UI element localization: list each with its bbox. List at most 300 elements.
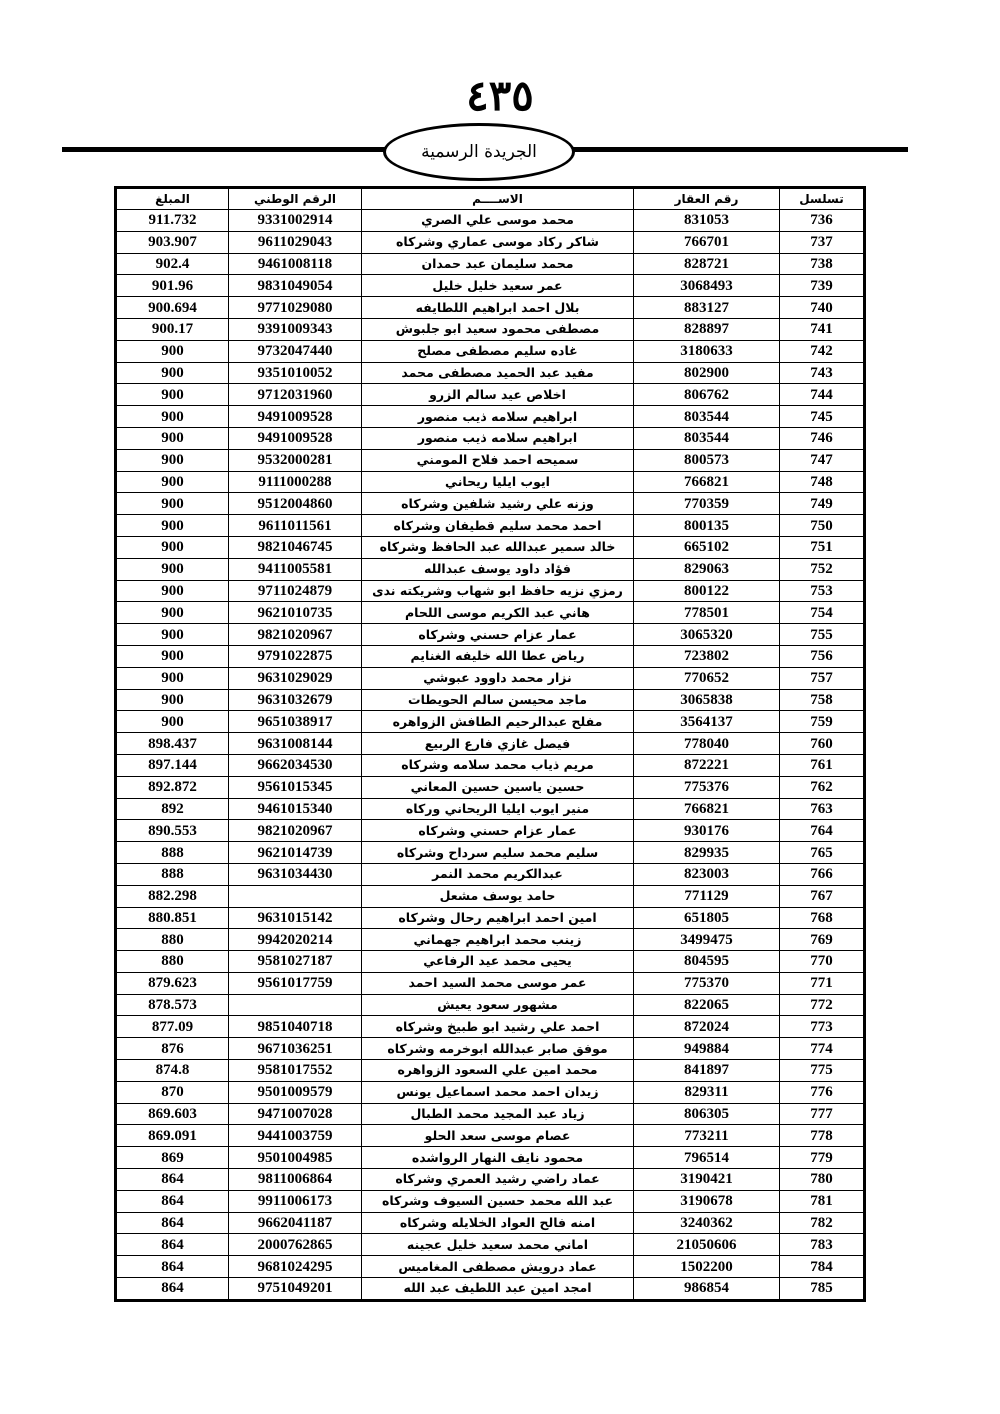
cell-amount: 900 [117, 427, 229, 449]
cell-name: هاني عبد الكريم موسى اللحام [362, 602, 634, 624]
cell-plot-number: 770652 [634, 667, 780, 689]
cell-plot-number: 872221 [634, 754, 780, 776]
table-row [117, 275, 864, 297]
cell-amount: 864 [117, 1278, 229, 1300]
cell-national-id: 9751049201 [229, 1278, 362, 1300]
cell-plot-number: 3564137 [634, 711, 780, 733]
table-row [117, 1081, 864, 1103]
cell-serial: 748 [780, 471, 864, 493]
cell-name: سليم محمد سليم سرداح وشركاه [362, 842, 634, 864]
table-row [117, 645, 864, 667]
column-header-plot-number: رقم العقار [634, 189, 780, 210]
cell-serial: 739 [780, 275, 864, 297]
cell-national-id: 9561017759 [229, 972, 362, 994]
cell-serial: 744 [780, 384, 864, 406]
table-row [117, 907, 864, 929]
cell-serial: 757 [780, 667, 864, 689]
cell-name: فؤاد داود يوسف عبدالله [362, 558, 634, 580]
cell-serial: 746 [780, 427, 864, 449]
cell-national-id: 9611029043 [229, 231, 362, 253]
table-row [117, 929, 864, 951]
publication-title: الجريدة الرسمية [421, 142, 537, 162]
cell-serial: 741 [780, 318, 864, 340]
table-row [117, 427, 864, 449]
cell-name: عصام موسى سعد الحلو [362, 1125, 634, 1147]
cell-national-id: 9771029080 [229, 297, 362, 319]
cell-amount: 898.437 [117, 733, 229, 755]
cell-plot-number: 766701 [634, 231, 780, 253]
cell-national-id: 9631008144 [229, 733, 362, 755]
cell-amount: 882.298 [117, 885, 229, 907]
cell-serial: 767 [780, 885, 864, 907]
cell-name: احمد محمد سليم قطيفان وشركاه [362, 515, 634, 537]
cell-name: منير ايوب ايليا الريحاني وركاه [362, 798, 634, 820]
cell-name: مفلح عبدالرحيم الطافش الزواهره [362, 711, 634, 733]
cell-serial: 750 [780, 515, 864, 537]
cell-serial: 773 [780, 1016, 864, 1038]
table-row [117, 253, 864, 275]
cell-national-id: 9441003759 [229, 1125, 362, 1147]
cell-amount: 878.573 [117, 994, 229, 1016]
cell-national-id: 9821046745 [229, 536, 362, 558]
cell-name: محمود نايف النهار الرواشده [362, 1147, 634, 1169]
cell-plot-number: 806762 [634, 384, 780, 406]
cell-serial: 760 [780, 733, 864, 755]
cell-name: فيصل غازي فارع الربيع [362, 733, 634, 755]
cell-national-id: 2000762865 [229, 1234, 362, 1256]
cell-name: محمد سليمان عبد حمدان [362, 253, 634, 275]
cell-national-id: 9111000288 [229, 471, 362, 493]
cell-national-id: 9791022875 [229, 645, 362, 667]
cell-name: اماني محمد سعيد خليل عجينه [362, 1234, 634, 1256]
cell-serial: 772 [780, 994, 864, 1016]
cell-amount: 900.694 [117, 297, 229, 319]
cell-name: رمزي نزيه حافظ ابو شهاب وشريكته ندى [362, 580, 634, 602]
cell-serial: 761 [780, 754, 864, 776]
cell-serial: 742 [780, 340, 864, 362]
masthead-oval [383, 123, 575, 181]
cell-amount: 900 [117, 362, 229, 384]
cell-serial: 775 [780, 1060, 864, 1082]
column-header-national-id: الرقم الوطني [229, 189, 362, 210]
cell-name: سميحه احمد فلاح المومني [362, 449, 634, 471]
cell-national-id: 9851040718 [229, 1016, 362, 1038]
cell-name: ماجد محيسن سالم الحويطات [362, 689, 634, 711]
cell-national-id: 9732047440 [229, 340, 362, 362]
cell-name: مفيد عبد الحميد مصطفى محمد [362, 362, 634, 384]
cell-plot-number: 803544 [634, 427, 780, 449]
table-row [117, 449, 864, 471]
cell-plot-number: 800122 [634, 580, 780, 602]
cell-amount: 864 [117, 1212, 229, 1234]
cell-plot-number: 771129 [634, 885, 780, 907]
cell-amount: 900 [117, 340, 229, 362]
cell-name: امنه فالح العواد الخلايله وشركاه [362, 1212, 634, 1234]
cell-serial: 765 [780, 842, 864, 864]
cell-plot-number: 723802 [634, 645, 780, 667]
cell-plot-number: 3240362 [634, 1212, 780, 1234]
cell-name: عماد راضي رشيد العمري وشركاه [362, 1169, 634, 1191]
cell-plot-number: 651805 [634, 907, 780, 929]
cell-plot-number: 3180633 [634, 340, 780, 362]
cell-name: زيدان احمد محمد اسماعيل يونس [362, 1081, 634, 1103]
cell-national-id: 9501009579 [229, 1081, 362, 1103]
table-row [117, 318, 864, 340]
cell-amount: 869 [117, 1147, 229, 1169]
cell-serial: 778 [780, 1125, 864, 1147]
table-row [117, 602, 864, 624]
table-header-row [117, 189, 864, 210]
cell-amount: 864 [117, 1234, 229, 1256]
cell-serial: 766 [780, 863, 864, 885]
table-row [117, 558, 864, 580]
cell-serial: 743 [780, 362, 864, 384]
cell-name: عمر سعيد خليل خليل [362, 275, 634, 297]
cell-serial: 738 [780, 253, 864, 275]
table-row [117, 689, 864, 711]
table-row [117, 733, 864, 755]
cell-serial: 782 [780, 1212, 864, 1234]
table-row [117, 1060, 864, 1082]
table-row [117, 1147, 864, 1169]
cell-serial: 762 [780, 776, 864, 798]
cell-name: عمار عزام حسني وشركاه [362, 624, 634, 646]
table-body [117, 210, 864, 1300]
table-row [117, 580, 864, 602]
cell-amount: 892.872 [117, 776, 229, 798]
cell-national-id: 9821020967 [229, 624, 362, 646]
cell-serial: 764 [780, 820, 864, 842]
cell-amount: 879.623 [117, 972, 229, 994]
cell-national-id: 9561015345 [229, 776, 362, 798]
cell-name: عماد درويش مصطفى المغاميس [362, 1256, 634, 1278]
cell-serial: 781 [780, 1190, 864, 1212]
cell-plot-number: 829311 [634, 1081, 780, 1103]
cell-amount: 911.732 [117, 210, 229, 232]
cell-national-id: 9662034530 [229, 754, 362, 776]
cell-amount: 864 [117, 1256, 229, 1278]
table-row [117, 972, 864, 994]
cell-amount: 864 [117, 1169, 229, 1191]
cell-serial: 756 [780, 645, 864, 667]
cell-name: زياد عبد المجيد محمد الطبال [362, 1103, 634, 1125]
column-header-amount: المبلغ [117, 189, 229, 210]
cell-national-id: 9831049054 [229, 275, 362, 297]
cell-serial: 769 [780, 929, 864, 951]
table-row [117, 1038, 864, 1060]
cell-name: محمد امين علي السعود الزواهره [362, 1060, 634, 1082]
cell-amount: 888 [117, 842, 229, 864]
cell-serial: 785 [780, 1278, 864, 1300]
cell-national-id: 9611011561 [229, 515, 362, 537]
cell-amount: 888 [117, 863, 229, 885]
cell-national-id: 9581027187 [229, 951, 362, 973]
cell-serial: 776 [780, 1081, 864, 1103]
cell-serial: 753 [780, 580, 864, 602]
cell-name: خالد سمير عبدالله عبد الحافظ وشركاه [362, 536, 634, 558]
cell-name: امين احمد ابراهيم رحال وشركاه [362, 907, 634, 929]
cell-serial: 745 [780, 406, 864, 428]
cell-amount: 874.8 [117, 1060, 229, 1082]
cell-name: رياض عطا الله خليفه الغنايم [362, 645, 634, 667]
cell-amount: 901.96 [117, 275, 229, 297]
cell-plot-number: 21050606 [634, 1234, 780, 1256]
cell-plot-number: 804595 [634, 951, 780, 973]
cell-plot-number: 766821 [634, 471, 780, 493]
cell-plot-number: 3190678 [634, 1190, 780, 1212]
cell-national-id: 9471007028 [229, 1103, 362, 1125]
cell-name: ابراهيم سلامه ذيب منصور [362, 406, 634, 428]
cell-national-id: 9942020214 [229, 929, 362, 951]
cell-serial: 777 [780, 1103, 864, 1125]
table-row [117, 471, 864, 493]
cell-name: بلال احمد ابراهيم اللطايفه [362, 297, 634, 319]
records-table-container [116, 188, 844, 1300]
cell-national-id: 9911006173 [229, 1190, 362, 1212]
table-row [117, 842, 864, 864]
cell-national-id: 9621014739 [229, 842, 362, 864]
cell-name: مصطفى محمود سعيد ابو جلبوش [362, 318, 634, 340]
cell-national-id [229, 994, 362, 1016]
cell-plot-number: 778501 [634, 602, 780, 624]
cell-amount: 900 [117, 558, 229, 580]
cell-amount: 864 [117, 1190, 229, 1212]
cell-amount: 902.4 [117, 253, 229, 275]
cell-plot-number: 949884 [634, 1038, 780, 1060]
cell-name: اخلاص عيد سالم الزرو [362, 384, 634, 406]
cell-name: حسين ياسين حسين المعاني [362, 776, 634, 798]
cell-serial: 758 [780, 689, 864, 711]
cell-amount: 900 [117, 471, 229, 493]
cell-national-id: 9331002914 [229, 210, 362, 232]
cell-serial: 749 [780, 493, 864, 515]
cell-national-id: 9491009528 [229, 406, 362, 428]
cell-national-id: 9581017552 [229, 1060, 362, 1082]
table-row [117, 384, 864, 406]
cell-amount: 877.09 [117, 1016, 229, 1038]
cell-name: امجد امين عبد اللطيف عبد الله [362, 1278, 634, 1300]
cell-national-id: 9631015142 [229, 907, 362, 929]
cell-plot-number: 802900 [634, 362, 780, 384]
cell-plot-number: 773211 [634, 1125, 780, 1147]
cell-name: محمد موسى علي الصري [362, 210, 634, 232]
cell-amount: 900 [117, 515, 229, 537]
cell-national-id: 9532000281 [229, 449, 362, 471]
table-row [117, 820, 864, 842]
cell-national-id: 9821020967 [229, 820, 362, 842]
cell-amount: 880 [117, 951, 229, 973]
cell-serial: 770 [780, 951, 864, 973]
table-row [117, 1190, 864, 1212]
cell-name: عبد الله محمد حسين السيوف وشركاه [362, 1190, 634, 1212]
cell-name: نزار محمد داوود عبوشي [362, 667, 634, 689]
cell-national-id: 9631034430 [229, 863, 362, 885]
cell-national-id: 9621010735 [229, 602, 362, 624]
table-row [117, 1234, 864, 1256]
cell-plot-number: 775376 [634, 776, 780, 798]
cell-plot-number: 822065 [634, 994, 780, 1016]
cell-amount: 900 [117, 580, 229, 602]
cell-plot-number: 986854 [634, 1278, 780, 1300]
table-row [117, 297, 864, 319]
cell-serial: 754 [780, 602, 864, 624]
cell-serial: 779 [780, 1147, 864, 1169]
cell-plot-number: 770359 [634, 493, 780, 515]
table-row [117, 754, 864, 776]
table-row [117, 493, 864, 515]
cell-amount: 900 [117, 711, 229, 733]
cell-plot-number: 796514 [634, 1147, 780, 1169]
cell-serial: 774 [780, 1038, 864, 1060]
cell-plot-number: 3065320 [634, 624, 780, 646]
cell-plot-number: 828897 [634, 318, 780, 340]
cell-name: ابراهيم سلامه ذيب منصور [362, 427, 634, 449]
cell-amount: 880.851 [117, 907, 229, 929]
table-row [117, 1212, 864, 1234]
cell-serial: 771 [780, 972, 864, 994]
cell-amount: 900.17 [117, 318, 229, 340]
cell-national-id: 9671036251 [229, 1038, 362, 1060]
cell-name: وزنه علي رشيد شلفين وشركاه [362, 493, 634, 515]
cell-name: زينب محمد ابراهيم جهماني [362, 929, 634, 951]
cell-national-id: 9662041187 [229, 1212, 362, 1234]
cell-name: احمد علي رشيد ابو طبيخ وشركاه [362, 1016, 634, 1038]
cell-plot-number: 930176 [634, 820, 780, 842]
cell-serial: 747 [780, 449, 864, 471]
cell-name: غاده سليم مصطفى مصلح [362, 340, 634, 362]
table-row [117, 1103, 864, 1125]
cell-national-id: 9411005581 [229, 558, 362, 580]
column-header-serial: تسلسل [780, 189, 864, 210]
cell-amount: 900 [117, 689, 229, 711]
cell-serial: 763 [780, 798, 864, 820]
cell-national-id: 9681024295 [229, 1256, 362, 1278]
cell-national-id: 9512004860 [229, 493, 362, 515]
cell-amount: 869.091 [117, 1125, 229, 1147]
cell-serial: 783 [780, 1234, 864, 1256]
cell-plot-number: 806305 [634, 1103, 780, 1125]
cell-name: عبدالكريم محمد النمر [362, 863, 634, 885]
cell-amount: 897.144 [117, 754, 229, 776]
table-row [117, 624, 864, 646]
table-row [117, 515, 864, 537]
table-row [117, 667, 864, 689]
cell-serial: 740 [780, 297, 864, 319]
cell-plot-number: 800135 [634, 515, 780, 537]
cell-plot-number: 872024 [634, 1016, 780, 1038]
cell-national-id: 9811006864 [229, 1169, 362, 1191]
cell-plot-number: 778040 [634, 733, 780, 755]
cell-national-id: 9631029029 [229, 667, 362, 689]
cell-plot-number: 883127 [634, 297, 780, 319]
cell-serial: 737 [780, 231, 864, 253]
cell-amount: 892 [117, 798, 229, 820]
cell-name: عمر موسى محمد السيد احمد [362, 972, 634, 994]
cell-name: مريم ذياب محمد سلامه وشركاه [362, 754, 634, 776]
table-row [117, 994, 864, 1016]
cell-plot-number: 800573 [634, 449, 780, 471]
cell-serial: 784 [780, 1256, 864, 1278]
cell-national-id: 9631032679 [229, 689, 362, 711]
cell-plot-number: 841897 [634, 1060, 780, 1082]
table-row [117, 1125, 864, 1147]
table-row [117, 1256, 864, 1278]
cell-serial: 736 [780, 210, 864, 232]
cell-plot-number: 823003 [634, 863, 780, 885]
table-row [117, 340, 864, 362]
cell-amount: 876 [117, 1038, 229, 1060]
cell-plot-number: 3190421 [634, 1169, 780, 1191]
column-header-name: الاســــم [362, 189, 634, 210]
cell-name: ايوب ايليا ريحاني [362, 471, 634, 493]
table-row [117, 863, 864, 885]
records-table [116, 188, 864, 1300]
table-row [117, 711, 864, 733]
table-row [117, 885, 864, 907]
cell-plot-number: 665102 [634, 536, 780, 558]
table-row [117, 231, 864, 253]
cell-serial: 751 [780, 536, 864, 558]
cell-amount: 900 [117, 624, 229, 646]
page-number: ٤٣٥ [466, 71, 534, 120]
cell-amount: 900 [117, 602, 229, 624]
table-row [117, 406, 864, 428]
cell-name: حامد يوسف مشعل [362, 885, 634, 907]
table-row [117, 951, 864, 973]
cell-amount: 900 [117, 449, 229, 471]
cell-plot-number: 831053 [634, 210, 780, 232]
cell-national-id: 9491009528 [229, 427, 362, 449]
cell-plot-number: 828721 [634, 253, 780, 275]
table-row [117, 210, 864, 232]
table-row [117, 1278, 864, 1300]
cell-national-id: 9651038917 [229, 711, 362, 733]
cell-plot-number: 3499475 [634, 929, 780, 951]
cell-national-id: 9712031960 [229, 384, 362, 406]
cell-amount: 900 [117, 536, 229, 558]
cell-amount: 900 [117, 493, 229, 515]
cell-serial: 759 [780, 711, 864, 733]
table-row [117, 1169, 864, 1191]
cell-national-id [229, 885, 362, 907]
cell-amount: 869.603 [117, 1103, 229, 1125]
cell-serial: 780 [780, 1169, 864, 1191]
cell-name: موفق صابر عبدالله ابوخرمه وشركاه [362, 1038, 634, 1060]
cell-plot-number: 829063 [634, 558, 780, 580]
table-row [117, 776, 864, 798]
cell-amount: 890.553 [117, 820, 229, 842]
cell-amount: 900 [117, 667, 229, 689]
cell-amount: 900 [117, 645, 229, 667]
cell-serial: 752 [780, 558, 864, 580]
cell-national-id: 9461015340 [229, 798, 362, 820]
cell-serial: 755 [780, 624, 864, 646]
cell-name: شاكر ركاد موسى عماري وشركاه [362, 231, 634, 253]
table-row [117, 798, 864, 820]
cell-plot-number: 3068493 [634, 275, 780, 297]
cell-serial: 768 [780, 907, 864, 929]
cell-amount: 880 [117, 929, 229, 951]
cell-plot-number: 1502200 [634, 1256, 780, 1278]
table-row [117, 536, 864, 558]
cell-plot-number: 775370 [634, 972, 780, 994]
cell-national-id: 9501004985 [229, 1147, 362, 1169]
cell-plot-number: 803544 [634, 406, 780, 428]
cell-amount: 900 [117, 384, 229, 406]
table-row [117, 1016, 864, 1038]
cell-national-id: 9351010052 [229, 362, 362, 384]
cell-name: عمار عزام حسني وشركاه [362, 820, 634, 842]
